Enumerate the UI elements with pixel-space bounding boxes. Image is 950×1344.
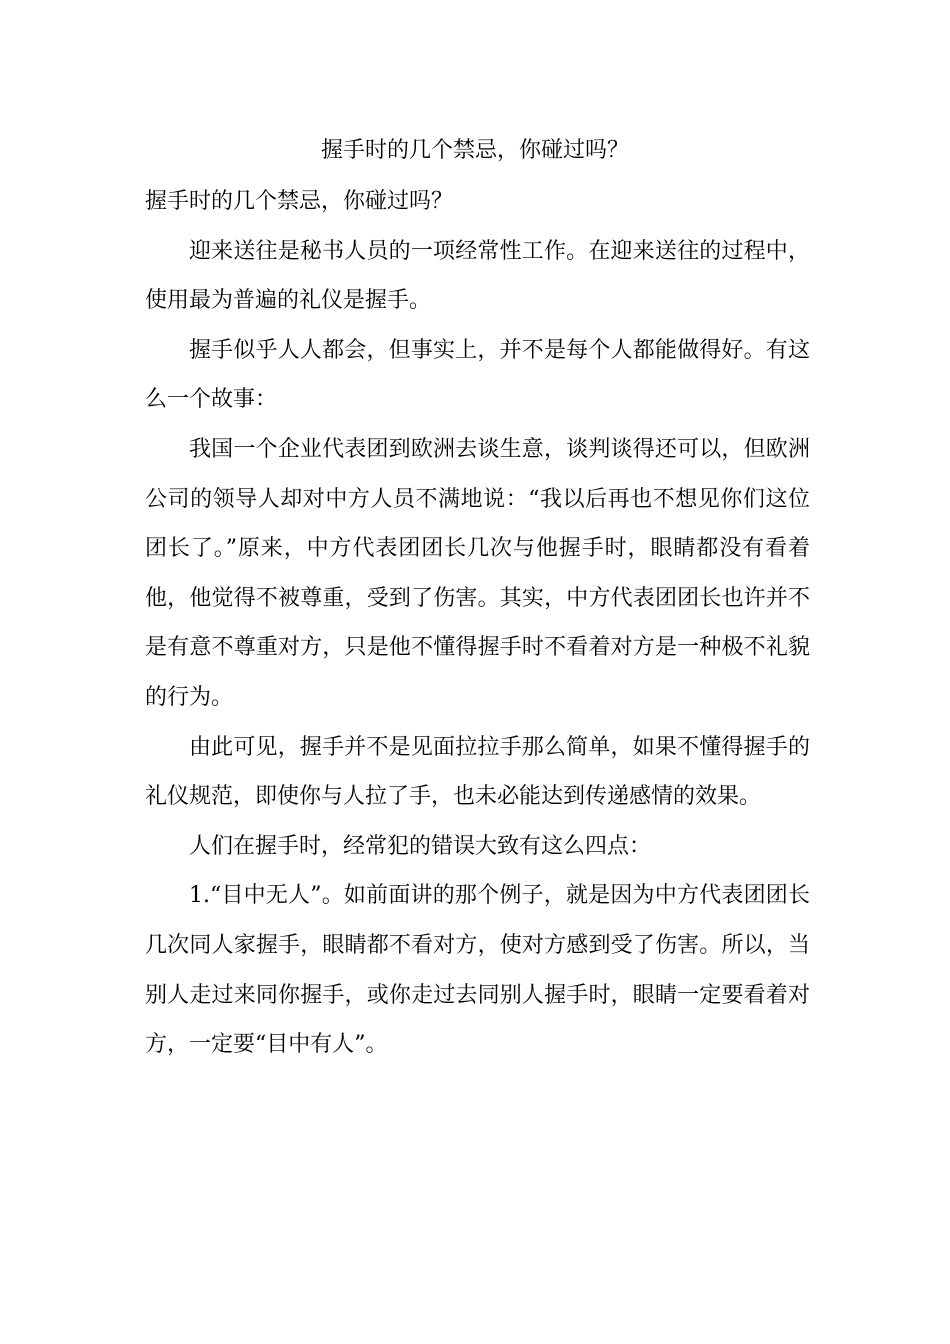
paragraph-story: 我国一个企业代表团到欧洲去谈生意，谈判谈得还可以，但欧洲公司的领导人却对中方人员不满地说：“我以后再也不想见你们这位团长了。”原来，中方代表团团长几次与他握手时，眼睛都没有看着他，他觉得不被尊重，受到了伤害。其实，中方代表团团长也许并不是有意不尊重对方，只是他不懂得握手时不看着对方是一种极不礼貌的行为。 — [145, 436, 810, 710]
paragraph-conclusion: 由此可见，握手并不是见面拉拉手那么简单，如果不懂得握手的礼仪规范，即使你与人拉了手，也未必能达到传递感情的效果。 — [145, 734, 810, 810]
document-title: 握手时的几个禁忌，你碰过吗？ — [320, 138, 629, 163]
document-subtitle: 握手时的几个禁忌，你碰过吗？ — [145, 189, 454, 214]
paragraph-story-lead: 握手似乎人人都会，但事实上，并不是每个人都能做得好。有这么一个故事： — [145, 337, 810, 413]
document-body — [145, 177, 810, 1070]
paragraph-intro: 迎来送往是秘书人员的一项经常性工作。在迎来送往的过程中，使用最为普遍的礼仪是握手。 — [145, 238, 810, 314]
paragraph-mistake-1: 1.“目中无人”。如前面讲的那个例子，就是因为中方代表团团长几次同人家握手，眼睛都不看对方，使对方感到受了伤害。所以，当别人走过来同你握手，或你走过去同别人握手时，眼睛一定要看着对方，一定要“目中有人”。 — [145, 883, 810, 1058]
paragraph-mistakes-lead: 人们在握手时，经常犯的错误大致有这么四点： — [189, 833, 652, 859]
